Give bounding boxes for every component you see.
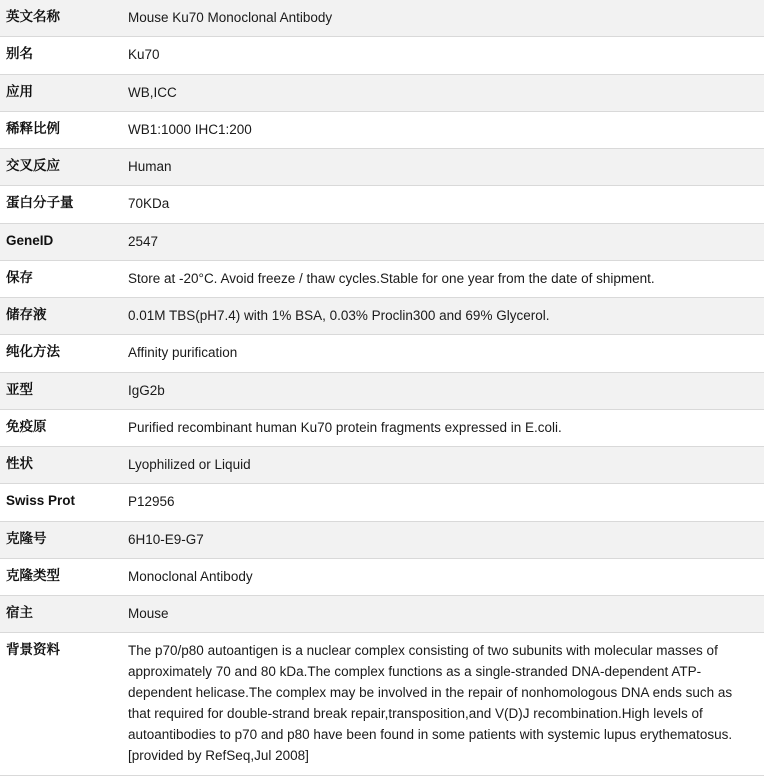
table-row: [0, 596, 764, 633]
row-value: The p70/p80 autoantigen is a nuclear complex consisting of two subunits with molecular masses of approximately 70 and 80 kDa.The complex functions as a single-stranded DNA-dependent ATP-dependent helicase.The complex may be involved in the repair of nonhomologous DNA ends such as that required for double-strand break repair,transposition,and V(D)J recombination.High levels of autoantibodies to p70 and p80 have been found in some patients with systemic lupus erythematosus.[provided by RefSeq,Jul 2008]: [122, 633, 764, 776]
row-value: 0.01M TBS(pH7.4) with 1% BSA, 0.03% Proclin300 and 69% Glycerol.: [122, 298, 764, 335]
row-label: 储存液: [0, 298, 122, 335]
table-row: [0, 37, 764, 74]
row-value: 70KDa: [122, 186, 764, 223]
row-label: 别名: [0, 37, 122, 74]
table-row: [0, 260, 764, 297]
row-label: 背景资料: [0, 633, 122, 776]
table-row: [0, 521, 764, 558]
table-row: [0, 74, 764, 111]
row-label: 稀释比例: [0, 111, 122, 148]
row-label: 免疫原: [0, 409, 122, 446]
table-row: [0, 558, 764, 595]
row-label: 纯化方法: [0, 335, 122, 372]
table-row: [0, 335, 764, 372]
table-row: [0, 111, 764, 148]
table-row: [0, 409, 764, 446]
row-label: 应用: [0, 74, 122, 111]
row-value: P12956: [122, 484, 764, 521]
row-value: Mouse: [122, 596, 764, 633]
table-row: [0, 447, 764, 484]
row-value: IgG2b: [122, 372, 764, 409]
table-row: [0, 372, 764, 409]
row-label: 宿主: [0, 596, 122, 633]
table-row: [0, 298, 764, 335]
row-value: 6H10-E9-G7: [122, 521, 764, 558]
row-value: 2547: [122, 223, 764, 260]
row-value: WB1:1000 IHC1:200: [122, 111, 764, 148]
row-label: 交叉反应: [0, 149, 122, 186]
row-label: 保存: [0, 260, 122, 297]
row-value: Human: [122, 149, 764, 186]
row-label: Swiss Prot: [0, 484, 122, 521]
table-row: [0, 186, 764, 223]
row-label: 英文名称: [0, 0, 122, 37]
row-value: Monoclonal Antibody: [122, 558, 764, 595]
row-label: 克隆号: [0, 521, 122, 558]
row-label: 蛋白分子量: [0, 186, 122, 223]
row-label: 亚型: [0, 372, 122, 409]
row-value: Lyophilized or Liquid: [122, 447, 764, 484]
table-row: [0, 633, 764, 776]
row-value: Store at -20°C. Avoid freeze / thaw cycles.Stable for one year from the date of shipment.: [122, 260, 764, 297]
table-row: [0, 484, 764, 521]
table-row: [0, 223, 764, 260]
row-value: Affinity purification: [122, 335, 764, 372]
row-label: 克隆类型: [0, 558, 122, 595]
row-value: Mouse Ku70 Monoclonal Antibody: [122, 0, 764, 37]
row-value: Ku70: [122, 37, 764, 74]
row-value: WB,ICC: [122, 74, 764, 111]
table-row: [0, 0, 764, 37]
row-value: Purified recombinant human Ku70 protein fragments expressed in E.coli.: [122, 409, 764, 446]
row-label: 性状: [0, 447, 122, 484]
row-label: GeneID: [0, 223, 122, 260]
table-row: [0, 149, 764, 186]
